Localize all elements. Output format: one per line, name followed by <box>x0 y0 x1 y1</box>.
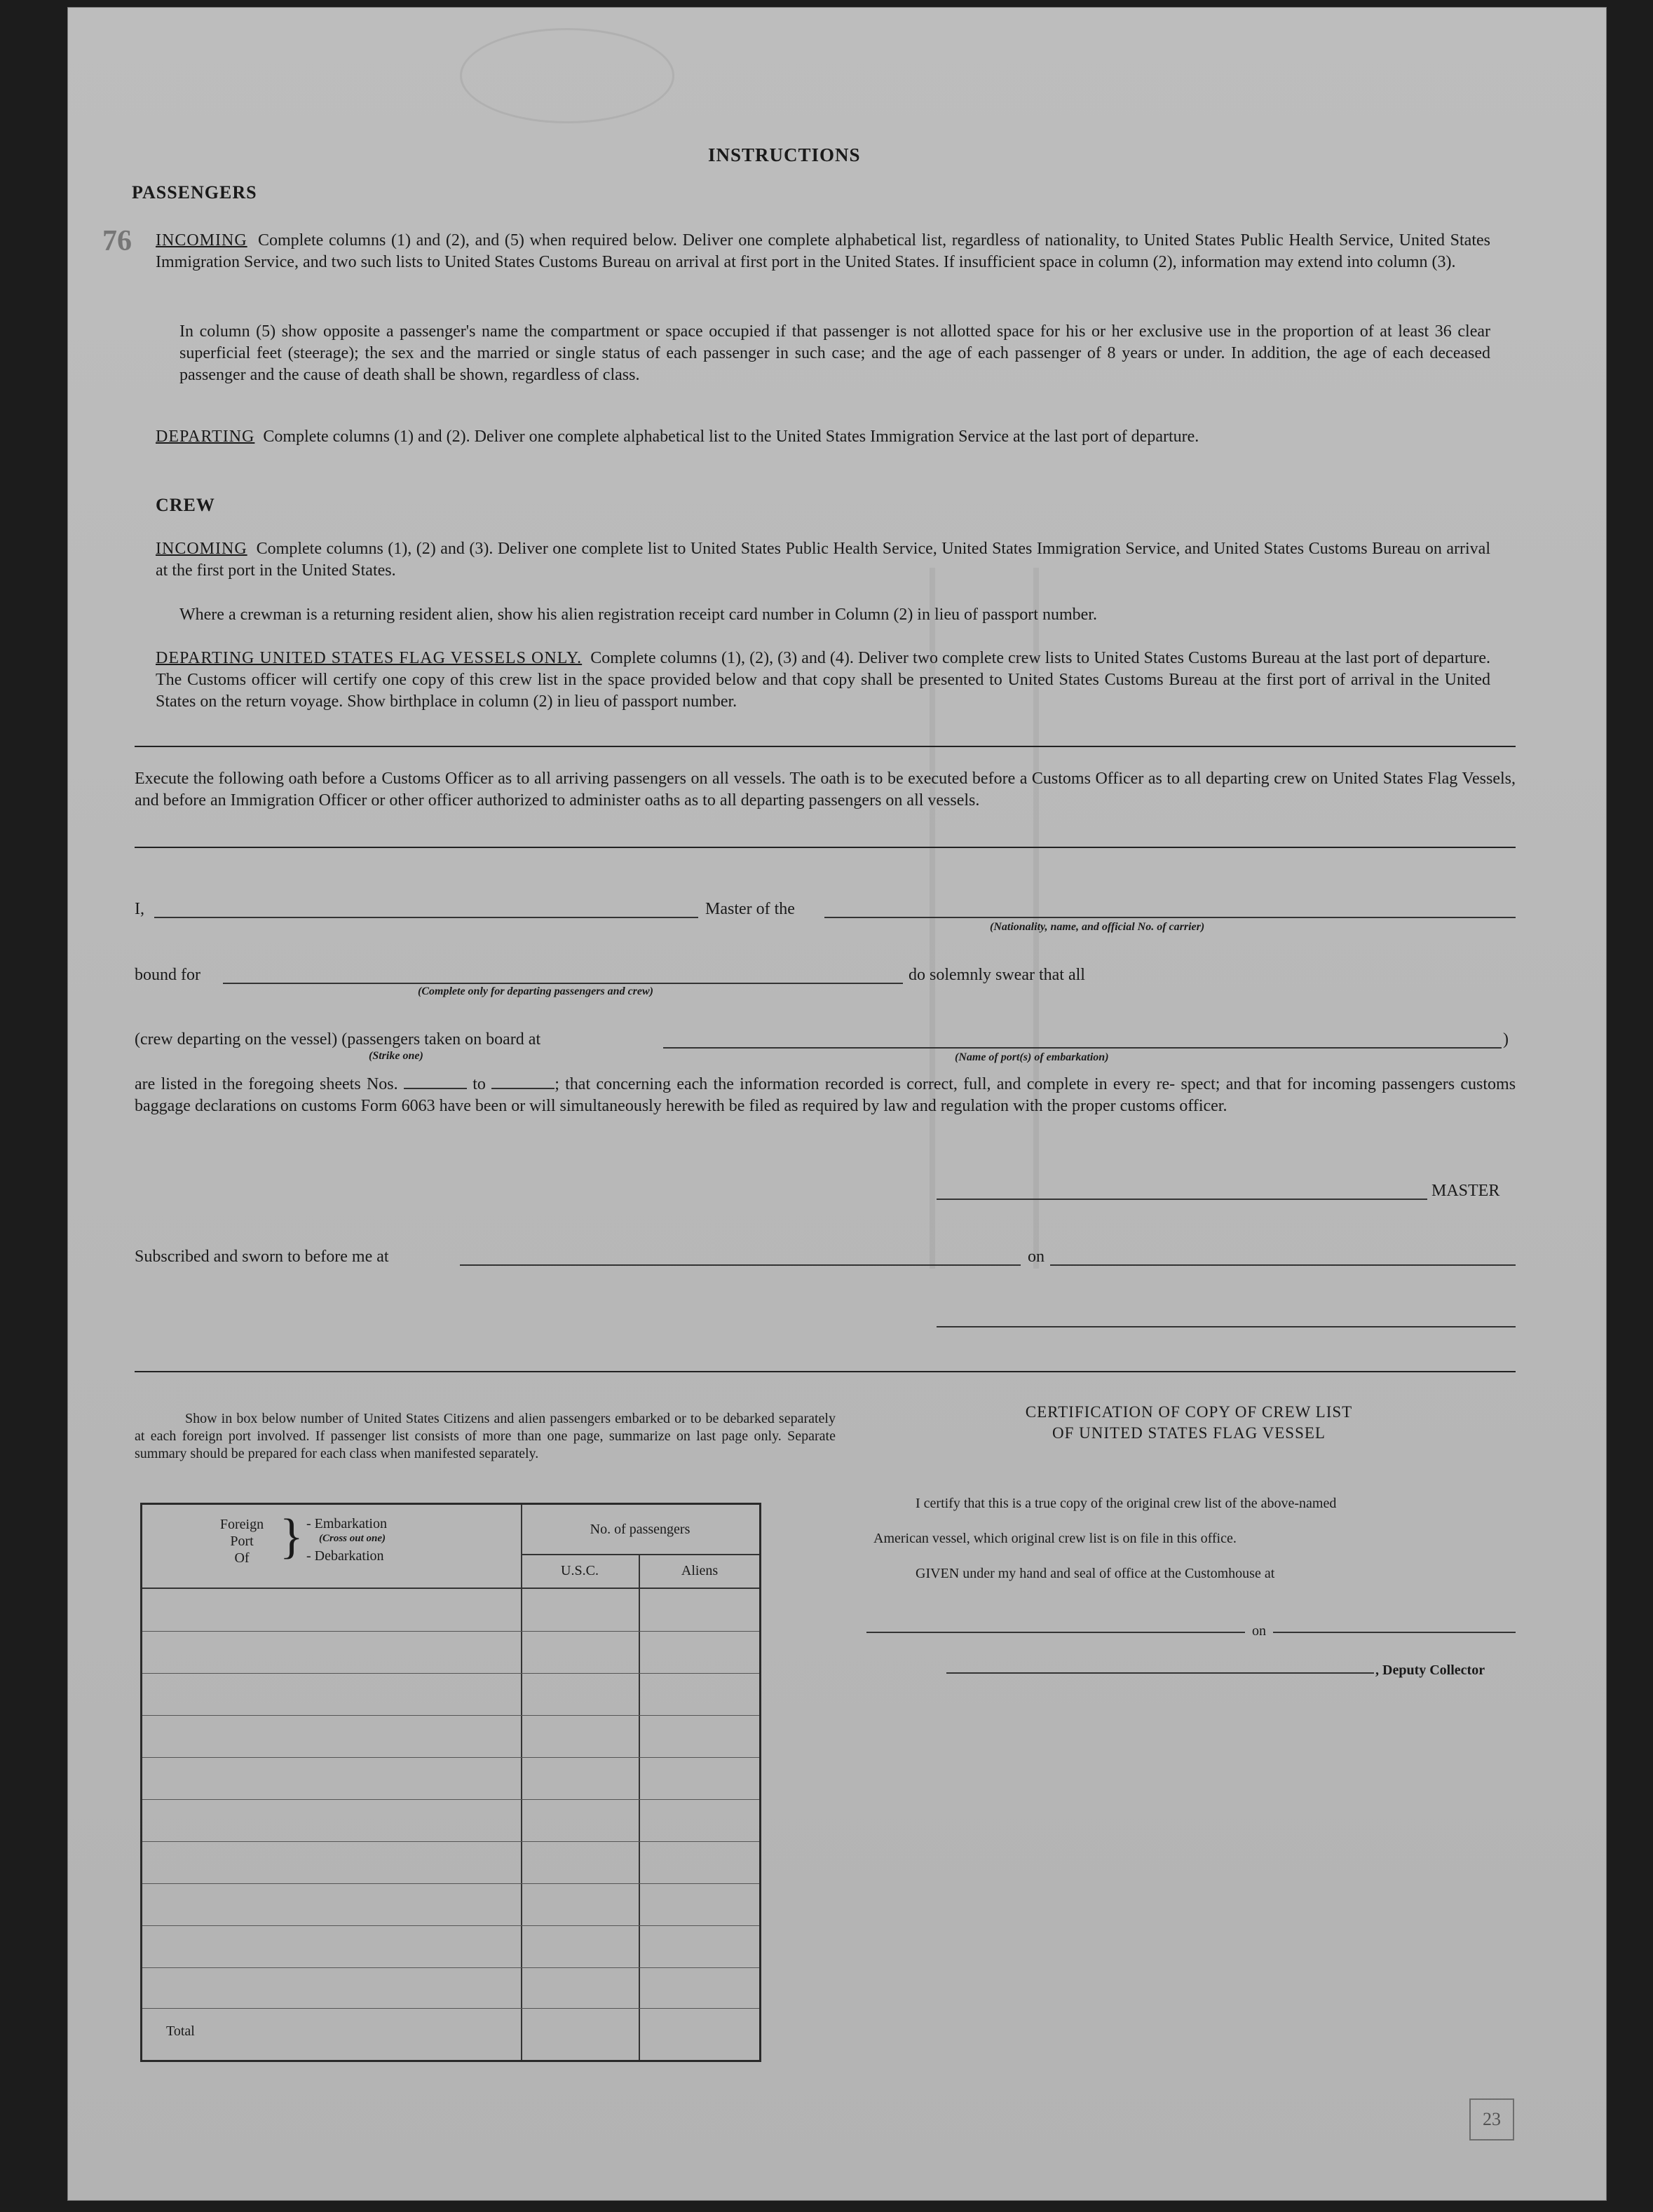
certification-text <box>873 1493 1518 1584</box>
crew-incoming-text: Complete columns (1), (2) and (3). Deliver one complete list to United States Public Health Service, United States Immigration Service, and United States Customs Bureau on arrival at the first port in the United States. <box>156 540 1491 580</box>
certification-on-label: on <box>1252 1623 1266 1639</box>
sheet-from-field[interactable] <box>404 1088 467 1089</box>
cross-out-caption: (Cross out one) <box>319 1533 386 1544</box>
bleed-through-stamp <box>460 28 674 123</box>
passengers-incoming-text: Complete columns (1) and (2), and (5) when required below. Deliver one complete alphabetical list, regardless of nationality, to United States Public Health Service, United States Immigration Service, and two such lists to United States Customs Bureau on arrival at first port in the United States. If insufficient space in column (2), information may extend into column (3). <box>156 231 1490 271</box>
foreign-word: Foreign <box>219 1517 264 1532</box>
certification-title-line-2: OF UNITED STATES FLAG VESSEL <box>1052 1424 1326 1442</box>
officer-signature-line[interactable] <box>937 1326 1516 1327</box>
certification-title-line-1: CERTIFICATION OF COPY OF CREW LIST <box>1025 1403 1353 1421</box>
customhouse-line[interactable] <box>866 1632 1245 1633</box>
brace-mark: } <box>280 1510 304 1564</box>
passengers-heading: PASSENGERS <box>132 182 257 203</box>
deputy-signature-line[interactable] <box>946 1672 1374 1674</box>
port-header-cell <box>142 1505 522 1588</box>
listed-text-3: spect; and that for incoming passengers customs baggage declarations on customs Form 6063 have been or will simultaneously herewith be filed as required by law and regulation with the proper customs officer. <box>135 1075 1516 1115</box>
corner-stamp: 23 <box>1469 2098 1514 2141</box>
to-label: to <box>472 1075 486 1093</box>
master-signature-line[interactable] <box>937 1199 1427 1200</box>
lower-divider <box>135 1371 1516 1372</box>
aliens-header: Aliens <box>681 1563 719 1578</box>
certify-line-1: I certify that this is a true copy of the original crew list of the above-named <box>916 1496 1337 1511</box>
table-row[interactable] <box>142 1673 759 1674</box>
strike-caption: (Strike one) <box>369 1050 423 1062</box>
table-row[interactable] <box>142 1967 759 1968</box>
page-title: INSTRUCTIONS <box>708 144 861 165</box>
table-row[interactable] <box>142 1799 759 1800</box>
carrier-line[interactable] <box>824 917 1516 918</box>
given-line: GIVEN under my hand and seal of office at the Customhouse at <box>916 1566 1275 1581</box>
table-row[interactable] <box>142 1925 759 1926</box>
table-row[interactable] <box>142 2008 759 2009</box>
complete-caption: (Complete only for departing passengers and crew) <box>418 985 653 997</box>
passengers-departing-paragraph <box>156 426 1490 448</box>
master-name-line[interactable] <box>154 917 698 918</box>
foreign-port-of <box>212 1516 271 1566</box>
port-word: Port <box>230 1534 254 1549</box>
master-label: MASTER <box>1431 1182 1500 1200</box>
ports-line[interactable] <box>663 1047 1502 1049</box>
crew-departing-text: Complete columns (1), (2), (3) and (4). Deliver two complete crew lists to United States Customs Bureau at the last port of departure. The Customs officer will certify one copy of this crew list in the space provided below and that copy shall be presented to United States Customs Bureau at the first port of arrival in the United States on the return voyage. Show birthplace in column (2) in lieu of passport number. <box>156 649 1490 711</box>
crew-departing-paragraph <box>156 648 1490 713</box>
oath-intro: Execute the following oath before a Customs Officer as to all arriving passengers on all vessels. The oath is to be executed before a Customs Officer as to all departing crew on United States Flag Vessels, and before an Immigration Officer or other officer authorized to administer oaths as to all departing passengers on all vessels. <box>135 770 1516 810</box>
table-row[interactable] <box>142 1883 759 1884</box>
crew-departing-oath-label: (crew departing on the vessel) (passengers taken on board at <box>135 1030 541 1049</box>
nationality-caption: (Nationality, name, and official No. of carrier) <box>990 921 1205 933</box>
table-row[interactable] <box>142 1757 759 1758</box>
table-row[interactable] <box>142 1631 759 1632</box>
listed-text-1: are listed in the foregoing sheets Nos. <box>135 1075 398 1093</box>
no-of-passengers-header: No. of passengers <box>521 1505 759 1555</box>
usc-header: U.S.C. <box>521 1554 640 1588</box>
passengers-incoming-label: INCOMING <box>156 231 247 250</box>
subscribed-label: Subscribed and sworn to before me at <box>135 1248 389 1266</box>
subscribed-on-label: on <box>1028 1248 1045 1266</box>
ports-caption: (Name of port(s) of embarkation) <box>955 1051 1109 1063</box>
passengers-departing-text: Complete columns (1) and (2). Deliver one complete alphabetical list to the United States Immigration Service at the last port of departure. <box>263 428 1199 446</box>
subscribed-date-line[interactable] <box>1050 1264 1516 1266</box>
close-paren: ) <box>1503 1030 1509 1049</box>
oath-i-label: I, <box>135 900 144 918</box>
passengers-departing-label: DEPARTING <box>156 428 255 446</box>
form-sheet <box>67 7 1607 2201</box>
table-row[interactable] <box>142 1841 759 1842</box>
bound-for-label: bound for <box>135 966 200 984</box>
crew-resident-paragraph: Where a crewman is a returning resident alien, show his alien registration receipt card number in Column (2) in lieu of passport number. <box>179 606 1097 624</box>
usc-column-divider <box>521 1588 522 2060</box>
passenger-summary-table <box>140 1503 761 2062</box>
listed-paragraph <box>135 1074 1516 1117</box>
swear-label: do solemnly swear that all <box>909 966 1085 984</box>
section-divider <box>135 746 1516 747</box>
crew-heading: CREW <box>156 495 215 515</box>
listed-text-2: ; that concerning each the information recorded is correct, full, and complete in every re- <box>555 1075 1176 1093</box>
master-of-label: Master of the <box>705 900 795 918</box>
column5-paragraph: In column (5) show opposite a passenger's name the compartment or space occupied if that passenger is not allotted space for his or her exclusive use in the proportion of at least 36 clear superficial feet (steerage); the sex and the married or single status of each passenger in such case; and the age of each passenger of 8 years or under. In addition, the age of each deceased passenger and the cause of death shall be shown, regardless of class. <box>179 322 1490 384</box>
subscribed-place-line[interactable] <box>460 1264 1021 1266</box>
margin-number: 76 <box>102 225 132 257</box>
passengers-incoming-paragraph <box>156 230 1490 273</box>
embarkation-label: - Embarkation <box>306 1516 387 1531</box>
crew-departing-label: DEPARTING UNITED STATES FLAG VESSELS ONLY. <box>156 649 583 667</box>
summary-instructions: Show in box below number of United States Citizens and alien passengers embarked or to be debarked separately at each foreign port involved. If passenger list consists of more than one page, summarize on last page only. Separate summary should be prepared for each class when manifested separately. <box>135 1411 836 1461</box>
crew-incoming-paragraph <box>156 538 1490 582</box>
deputy-collector-label: , Deputy Collector <box>1375 1663 1485 1678</box>
of-word: Of <box>234 1550 250 1566</box>
sheet-to-field[interactable] <box>491 1088 555 1089</box>
table-header-rule <box>142 1588 759 1589</box>
debarkation-label: - Debarkation <box>306 1548 384 1564</box>
certification-title <box>937 1402 1441 1444</box>
crew-incoming-label: INCOMING <box>156 540 247 558</box>
total-label: Total <box>166 2023 195 2039</box>
table-row[interactable] <box>142 1715 759 1716</box>
certify-line-2: American vessel, which original crew list is on file in this office. <box>873 1531 1237 1546</box>
certification-date-line[interactable] <box>1273 1632 1516 1633</box>
aliens-column-divider <box>639 1554 640 2060</box>
oath-divider <box>135 847 1516 848</box>
bound-for-line[interactable] <box>223 983 903 984</box>
